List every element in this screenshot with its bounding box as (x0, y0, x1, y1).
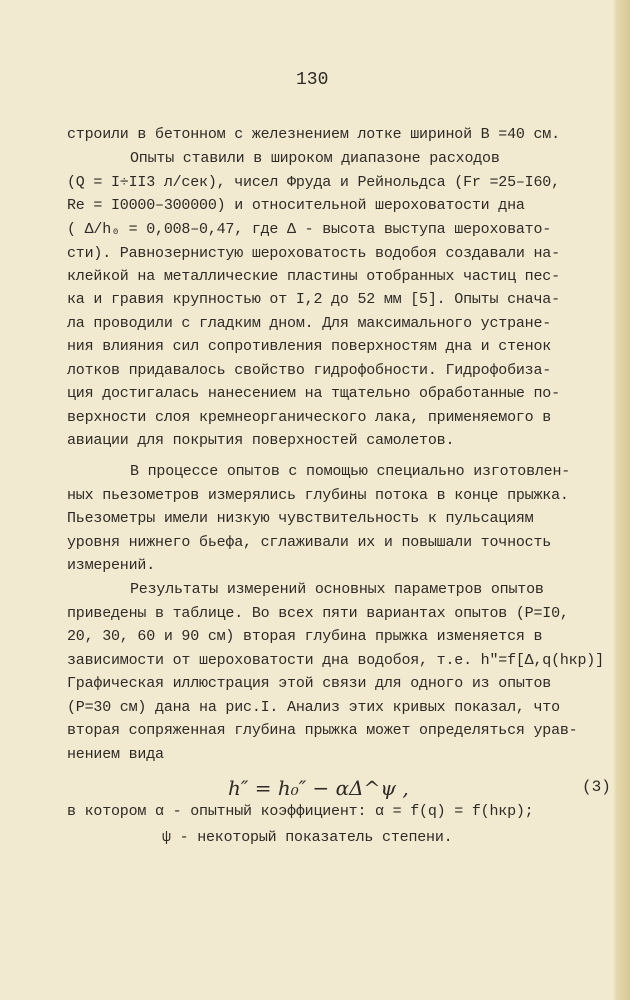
text-line: приведены в таблице. Во всех пяти вариантах опытов (P=I0, (67, 605, 569, 622)
text-line: 20, 30, 60 и 90 см) вторая глубина прыжка изменяется в (67, 628, 543, 645)
text-line: строили в бетонном с железнением лотке шириной B =40 см. (67, 126, 560, 143)
text-line: В процессе опытов с помощью специально изготовлен- (130, 463, 571, 480)
page-edge (616, 0, 630, 1000)
text-line: Опыты ставили в широком диапазоне расходов (130, 150, 500, 167)
text-line: нением вида (67, 746, 164, 763)
text-line: ния влияния сил сопротивления поверхностям дна и стенок (67, 338, 552, 355)
equation-number: (3) (582, 778, 611, 796)
text-line: Re = I0000–300000) и относительной шероховатости дна (67, 197, 525, 214)
text-line: ных пьезометров измерялись глубины потока в конце прыжка. (67, 487, 569, 504)
text-line: сти). Равнозернистую шероховатость водобоя создавали на- (67, 245, 560, 262)
text-line: Пьезометры имели низкую чувствительность к пульсациям (67, 510, 534, 527)
text-line: ψ - некоторый показатель степени. (162, 829, 453, 846)
text-line: Результаты измерений основных параметров опытов (130, 581, 544, 598)
text-line: верхности слоя кремнеорганического лака, применяемого в (67, 409, 552, 426)
text-line: измерений. (67, 557, 156, 574)
text-line: клейкой на металлические пластины отобранных частиц пес- (67, 268, 560, 285)
text-line: ла проводили с гладким дном. Для максимального устране- (67, 315, 552, 332)
text-line: вторая сопряженная глубина прыжка может определяться урав- (67, 722, 578, 739)
text-line: ция достигалась нанесением на тщательно обработанные по- (67, 385, 560, 402)
text-line: (P=30 см) дана на рис.I. Анализ этих кривых показал, что (67, 699, 560, 716)
equation: h″ = h₀″ − αΔ^ψ , (228, 776, 409, 800)
text-line: Графическая иллюстрация этой связи для одного из опытов (67, 675, 552, 692)
text-line: уровня нижнего бьефа, сглаживали их и повышали точность (67, 534, 552, 551)
text-line: авиации для покрытия поверхностей самолетов. (67, 432, 455, 449)
text-line: в котором α - опытный коэффициент: α = f(q) = f(hкр); (67, 803, 534, 820)
text-line: ( Δ/h₀ = 0,008–0,47, где Δ - высота выступа шероховато- (67, 221, 552, 238)
text-line: лотков придавалось свойство гидрофобности. Гидрофобиза- (67, 362, 552, 379)
page-edge-line (614, 0, 616, 1000)
text-line: (Q = I÷II3 л/сек), чисел Фруда и Рейнольдса (Fr =25–I60, (67, 174, 560, 191)
text-line: зависимости от шероховатости дна водобоя, т.е. h″=f[Δ,q(hкр)] (67, 652, 604, 669)
text-line: ка и гравия крупностью от I,2 до 52 мм [5]. Опыты снача- (67, 291, 560, 308)
page-number: 130 (296, 70, 329, 90)
